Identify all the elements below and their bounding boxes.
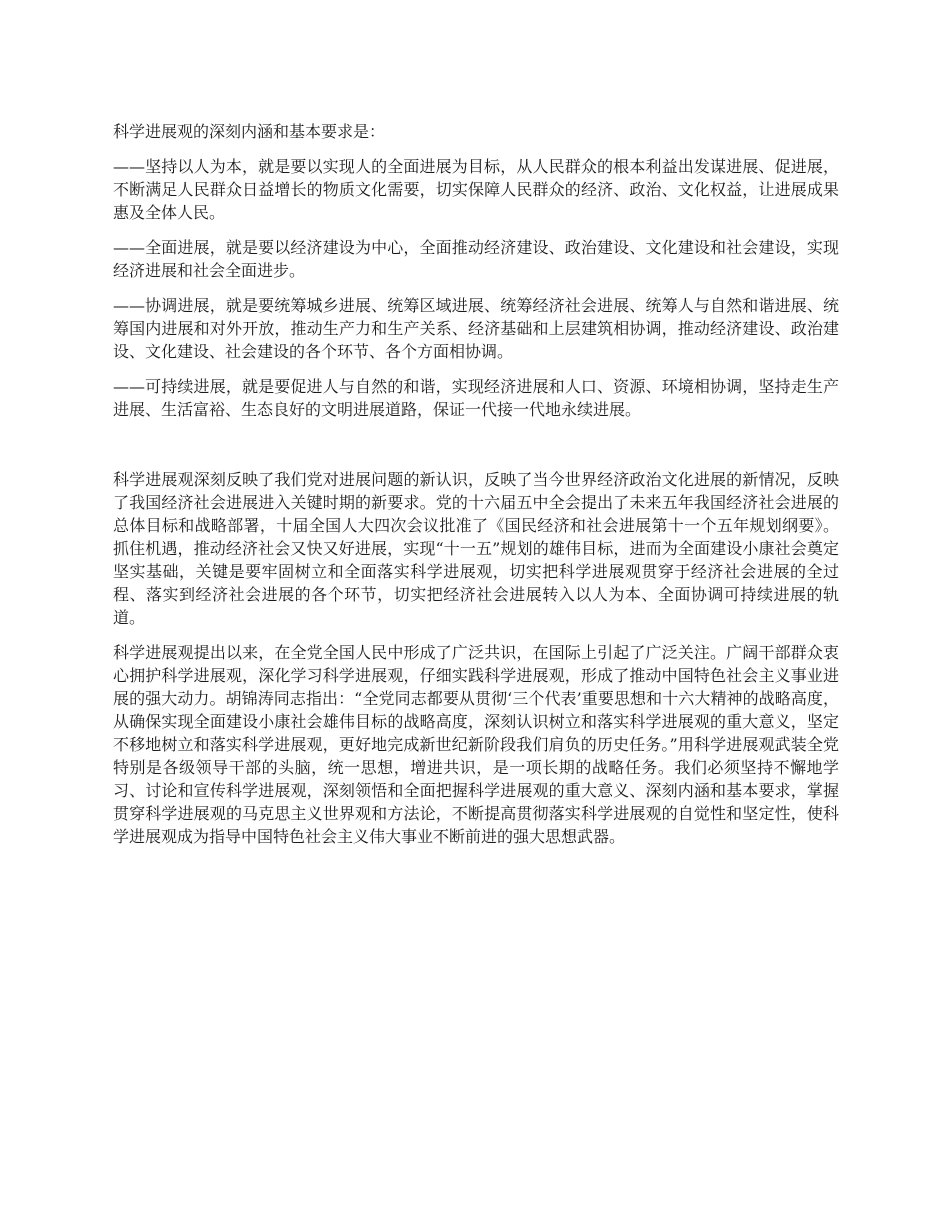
- document-body: [113, 120, 839, 860]
- section-spacer: [113, 433, 839, 468]
- body-paragraph-1: 科学进展观深刻反映了我们党对进展问题的新认识，反映了当今世界经济政治文化进展的新情况，反映了我国经济社会进展进入关键时期的新要求。党的十六届五中全会提出了未来五年我国经济社会进展的总体目标和战略部署，十届全国人大四次会议批准了《国民经济和社会进展第十一个五年规划纲要》。抓住机遇，推动经济社会又快又好进展，实现“十一五”规划的雄伟目标，进而为全面建设小康社会奠定坚实基础，关键是要牢固树立和全面落实科学进展观，切实把科学进展观贯穿于经济社会进展的全过程、落实到经济社会进展的各个环节，切实把经济社会进展转入以人为本、全面协调可持续进展的轨道。: [113, 470, 839, 627]
- body-paragraph-2: 科学进展观提出以来，在全党全国人民中形成了广泛共识，在国际上引起了广泛关注。广阔干部群众衷心拥护科学进展观，深化学习科学进展观，仔细实践科学进展观，形成了推动中国特色社会主义事业进展的强大动力。胡锦涛同志指出：“全党同志都要从贯彻‘三个代表’重要思想和十六大精神的战略高度，从确保实现全面建设小康社会雄伟目标的战略高度，深刻认识树立和落实科学进展观的重大意义，坚定不移地树立和落实科学进展观，更好地完成新世纪新阶段我们肩负的历史任务。”用科学进展观武装全党特别是各级领导干部的头脑，统一思想，增进共识，是一项长期的战略任务。我们必须坚持不懈地学习、讨论和宣传科学进展观，深刻领悟和全面把握科学进展观的重大意义、深刻内涵和基本要求，掌握贯穿科学进展观的马克思主义世界观和方法论，不断提高贯彻落实科学进展观的自觉性和坚定性，使科学进展观成为指导中国特色社会主义伟大事业不断前进的强大思想武器。: [113, 643, 839, 846]
- point-people-oriented: ——坚持以人为本，就是要以实现人的全面进展为目标，从人民群众的根本利益出发谋进展、促进展，不断满足人民群众日益增长的物质文化需要，切实保障人民群众的经济、政治、文化权益，让进展成果惠及全体人民。: [113, 157, 839, 222]
- intro-line: 科学进展观的深刻内涵和基本要求是：: [113, 122, 386, 141]
- point-comprehensive: ——全面进展，就是要以经济建设为中心，全面推动经济建设、政治建设、文化建设和社会建设，实现经济进展和社会全面进步。: [113, 238, 839, 280]
- point-coordinated: ——协调进展，就是要统筹城乡进展、统筹区域进展、统筹经济社会进展、统筹人与自然和谐进展、统筹国内进展和对外开放，推动生产力和生产关系、经济基础和上层建筑相协调，推动经济建设、政治建设、文化建设、社会建设的各个环节、各个方面相协调。: [113, 296, 839, 361]
- point-sustainable: ——可持续进展，就是要促进人与自然的和谐，实现经济进展和人口、资源、环境相协调，坚持走生产进展、生活富裕、生态良好的文明进展道路，保证一代接一代地永续进展。: [113, 377, 839, 419]
